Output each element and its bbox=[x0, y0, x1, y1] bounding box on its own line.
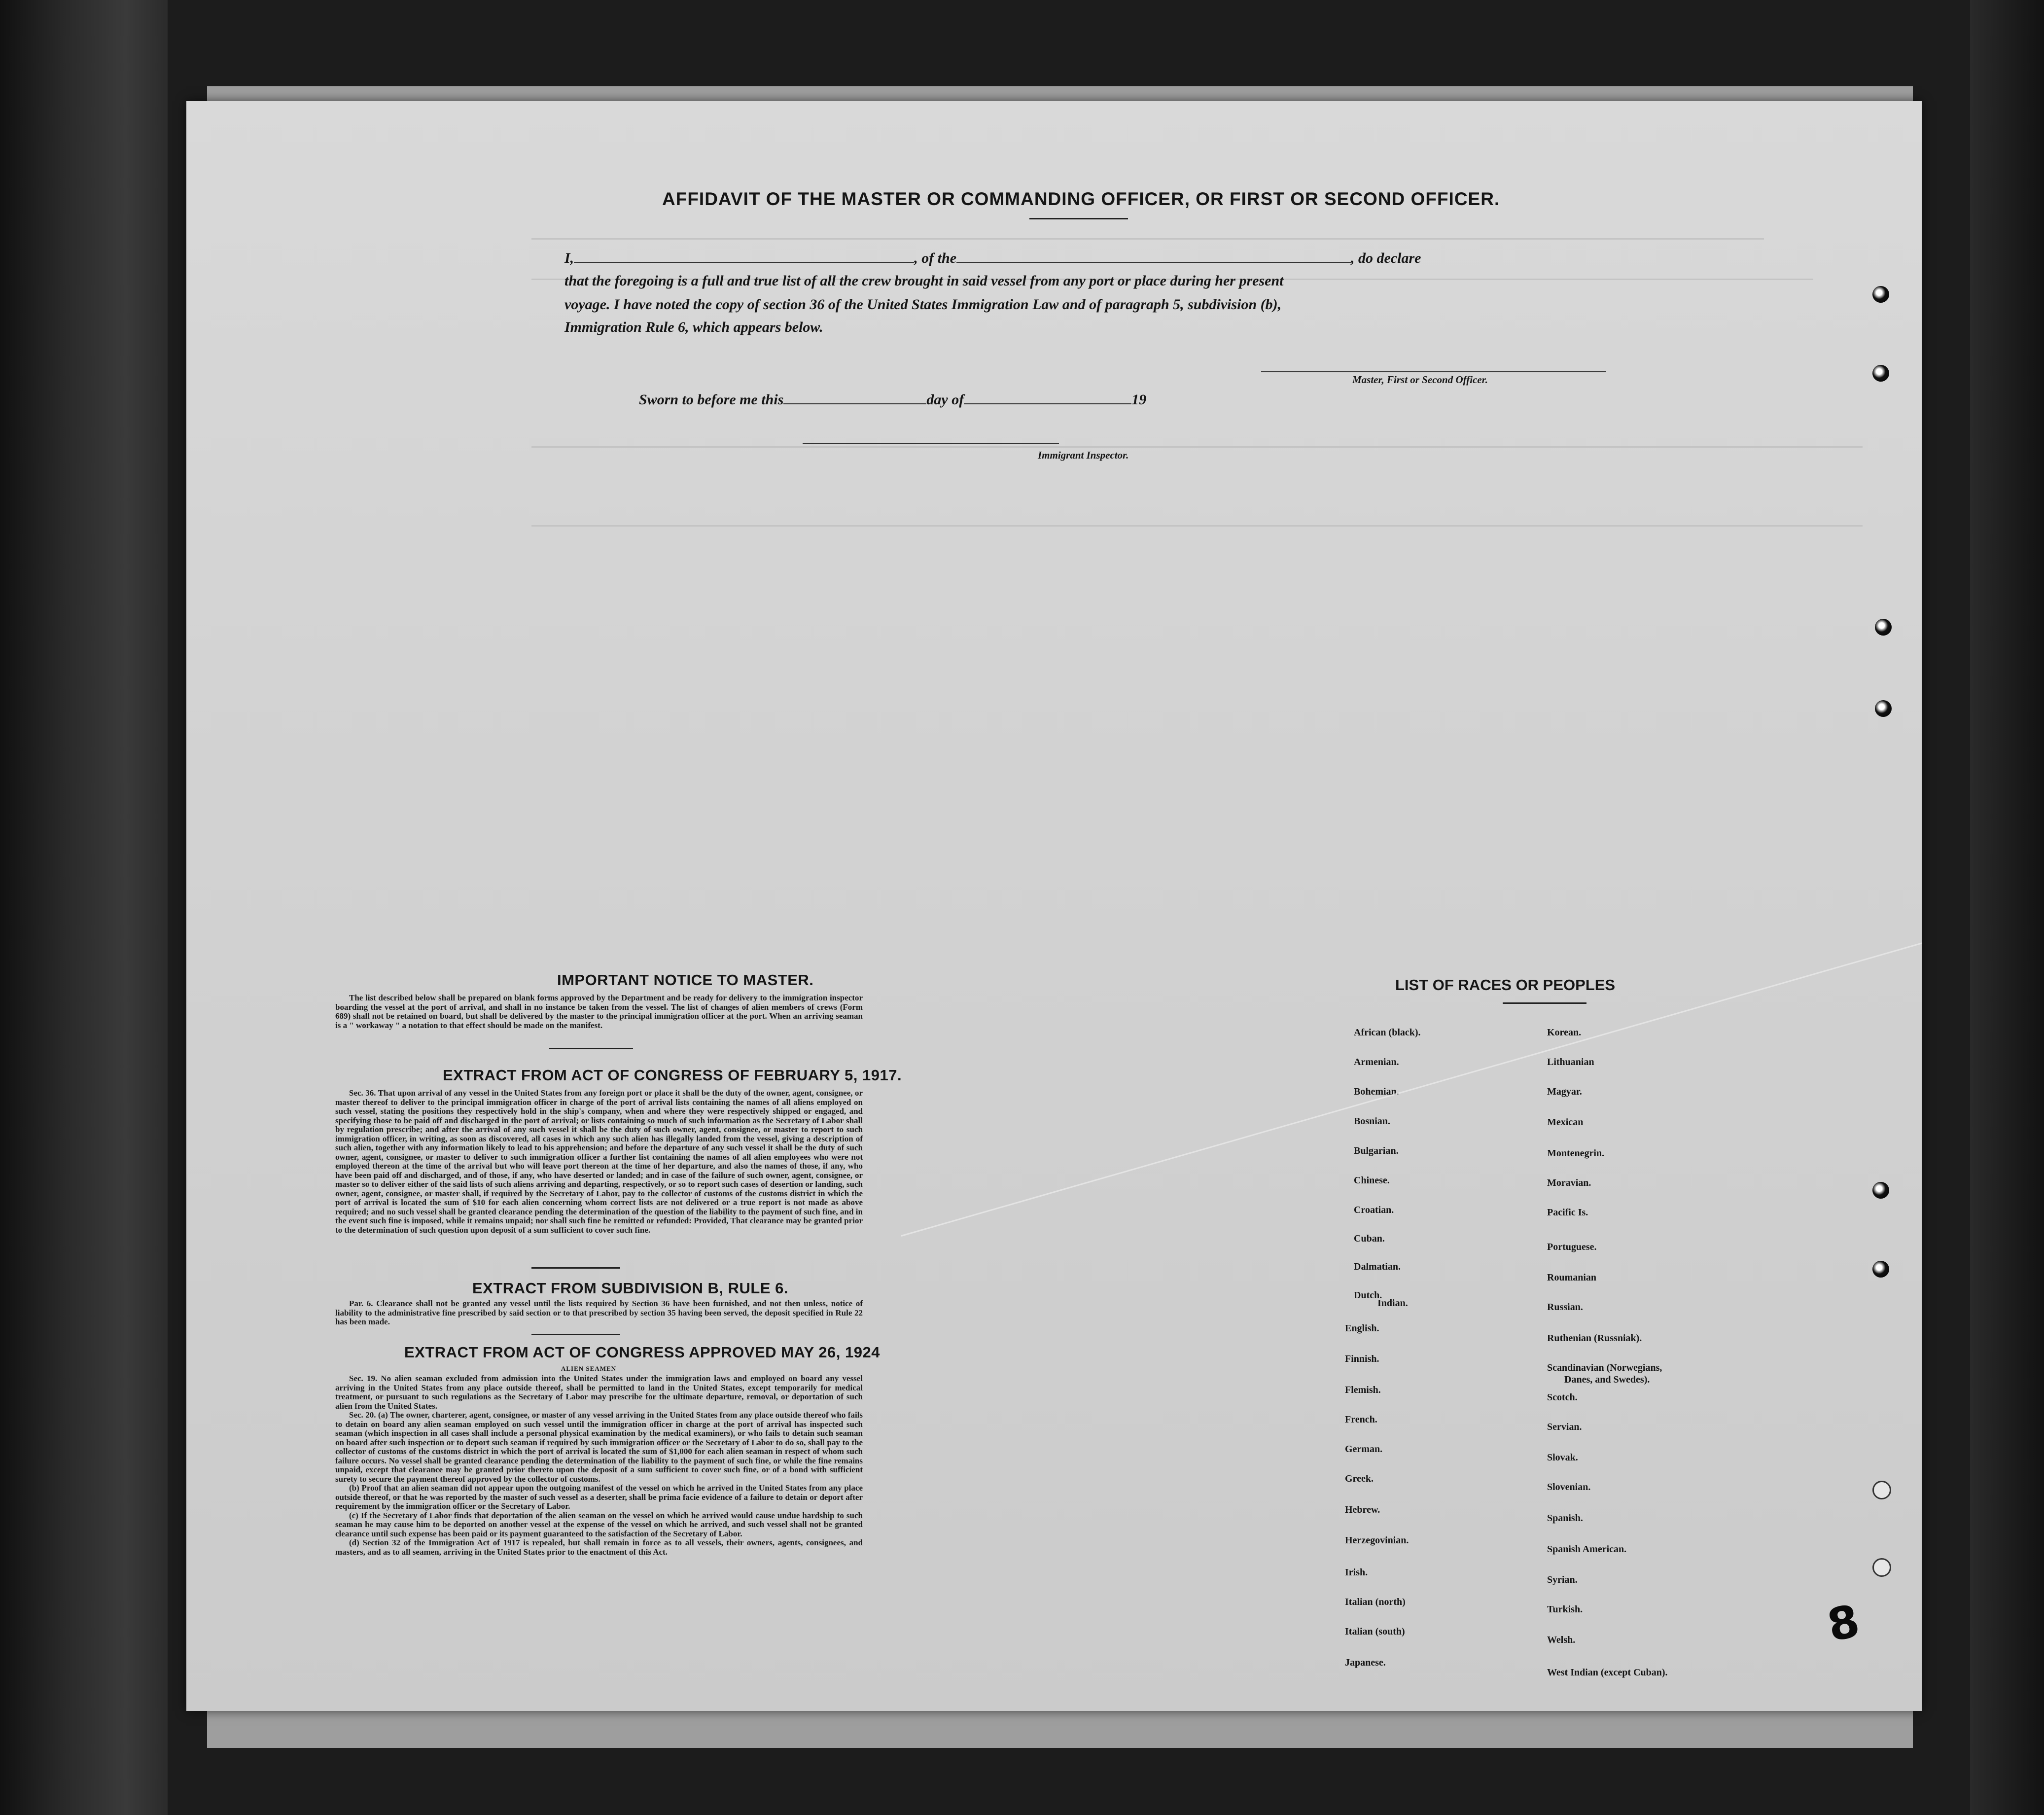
manifest-page bbox=[186, 101, 1922, 1711]
rule6-rule bbox=[531, 1334, 620, 1335]
scan-frame-right bbox=[1970, 0, 2044, 1815]
notice-text: The list described below shall be prepared on blank forms approved by the Department and be ready for delivery to the immigration inspector boarding the vessel at the port of arrival, and shall in no instance be taken from the vessel. The list of changes of alien members of crews (Form 689) shall not be retained on board, but shall be delivered by the master to the principal immigration officer at the port. When an arriving seaman is a " workaway " a notation to that effect should be made on the manifest. bbox=[335, 993, 863, 1030]
extract-1917-rule bbox=[531, 1267, 620, 1269]
race-item: Herzegovinian. bbox=[1345, 1535, 1409, 1546]
race-item: Welsh. bbox=[1547, 1635, 1576, 1645]
handwritten-page-number: 8 bbox=[1823, 1595, 1864, 1652]
extract-1917-title: EXTRACT FROM ACT OF CONGRESS OF FEBRUARY 5, 1917. bbox=[443, 1067, 902, 1084]
race-item: Dutch. bbox=[1354, 1290, 1382, 1301]
race-item: Turkish. bbox=[1547, 1604, 1583, 1615]
section-20a: Sec. 20. (a) The owner, charterer, agent, consignee, or master of any vessel arriving in the United States from any place outside thereof who fails to detain on board any alien seaman employed on such vessel until the immigration officer in charge at the port of arrival has inspected such seaman (which inspection in all cases shall include a personal physical examination by the medical examiners), or who fails to detain such seaman on board after such inspection or to deport such seaman if required by such immigration officer or the Secretary of Labor to do so, shall pay to the collector of customs of the customs district in which the port of arrival is located the sum of $1,000 for each alien seaman in respect of whom such failure occurs. No vessel shall be granted clearance pending the determination of the liability to the payment of such fine, or while the fine remains unpaid, except that clearance may be granted prior thereto upon the deposit of a sum sufficient to cover such fine, or of a bond with sufficient surety to secure the payment thereof approved by the collector of customs. bbox=[335, 1410, 863, 1484]
race-item: West Indian (except Cuban). bbox=[1547, 1667, 1668, 1678]
binder-hole bbox=[1875, 619, 1892, 636]
race-item: Lithuanian bbox=[1547, 1057, 1594, 1068]
race-item: Servian. bbox=[1547, 1422, 1582, 1432]
race-item: Chinese. bbox=[1354, 1175, 1390, 1186]
inspector-signature-line bbox=[803, 443, 1059, 444]
scan-frame-left bbox=[0, 0, 168, 1815]
race-item: Ruthenian (Russniak). bbox=[1547, 1333, 1642, 1344]
binder-hole bbox=[1875, 700, 1892, 717]
race-item: Scotch. bbox=[1547, 1392, 1578, 1403]
declaration-line-3: voyage. I have noted the copy of section 36 of the United States Immigration Law and of paragraph 5, subdivision (b), bbox=[564, 296, 1282, 313]
extract-1924-text bbox=[335, 1374, 863, 1557]
race-item: Bosnian. bbox=[1354, 1116, 1390, 1127]
race-item: Roumanian bbox=[1547, 1272, 1597, 1283]
race-item: Mexican bbox=[1547, 1117, 1584, 1128]
declaration-line-1: I, , of the , do declare bbox=[564, 250, 1421, 266]
race-item: Irish. bbox=[1345, 1567, 1368, 1578]
rule6-text: Par. 6. Clearance shall not be granted any vessel until the lists required by Section 36 have been furnished, and not then unless, notice of liability to the administrative fine prescribed by said section or to that prescribed by section 35 having been served, the deposit specified in Rule 22 has been made. bbox=[335, 1299, 863, 1326]
race-item: Portuguese. bbox=[1547, 1242, 1597, 1252]
affidavit-title: AFFIDAVIT OF THE MASTER OR COMMANDING OFFICER, OR FIRST OR SECOND OFFICER. bbox=[662, 189, 1500, 209]
race-item: Croatian. bbox=[1354, 1205, 1394, 1215]
race-item: English. bbox=[1345, 1323, 1379, 1334]
races-title: LIST OF RACES OR PEOPLES bbox=[1395, 976, 1616, 994]
race-item: Indian. bbox=[1377, 1298, 1408, 1309]
race-item: Spanish. bbox=[1547, 1513, 1583, 1524]
races-rule bbox=[1503, 1002, 1586, 1004]
declaration-line-4: Immigration Rule 6, which appears below. bbox=[564, 319, 823, 335]
race-item: Montenegrin. bbox=[1547, 1148, 1605, 1159]
binder-hole bbox=[1872, 1182, 1889, 1199]
race-item: Armenian. bbox=[1354, 1057, 1399, 1068]
binder-hole bbox=[1872, 1481, 1891, 1499]
notice-rule bbox=[549, 1048, 633, 1049]
binder-hole bbox=[1872, 365, 1889, 382]
extract-1924-title: EXTRACT FROM ACT OF CONGRESS APPROVED MAY 26, 1924 bbox=[404, 1344, 880, 1361]
race-item: French. bbox=[1345, 1414, 1377, 1425]
race-item: Magyar. bbox=[1547, 1086, 1582, 1097]
race-item: Danes, and Swedes). bbox=[1564, 1374, 1650, 1385]
race-item: African (black). bbox=[1354, 1027, 1421, 1038]
race-item: Pacific Is. bbox=[1547, 1207, 1588, 1218]
race-item: Scandinavian (Norwegians, bbox=[1547, 1362, 1662, 1373]
fold-crease-line bbox=[901, 923, 1922, 1237]
race-item: Greek. bbox=[1345, 1473, 1374, 1484]
race-item: Spanish American. bbox=[1547, 1544, 1627, 1555]
binder-hole bbox=[1872, 286, 1889, 303]
race-item: Dalmatian. bbox=[1354, 1261, 1401, 1272]
rule6-title: EXTRACT FROM SUBDIVISION B, RULE 6. bbox=[472, 1280, 788, 1297]
race-item: Korean. bbox=[1547, 1027, 1582, 1038]
inspector-caption: Immigrant Inspector. bbox=[1038, 449, 1129, 461]
section-20c: (c) If the Secretary of Labor finds that deportation of the alien seaman on the vessel on which he arrived would cause undue hardship to such seaman he may cause him to be deported on another vessel at the expense of the vessel on which he arrived, and such vessel shall not be granted clearance until such expense has been paid or its payment guaranteed to the satisfaction of the Secretary of Labor. bbox=[335, 1510, 863, 1538]
race-item: Slovenian. bbox=[1547, 1482, 1591, 1493]
race-item: Syrian. bbox=[1547, 1574, 1578, 1585]
bleed-line bbox=[531, 446, 1863, 448]
master-signature-line bbox=[1261, 371, 1606, 372]
bleed-line bbox=[531, 525, 1863, 527]
race-item: Cuban. bbox=[1354, 1233, 1385, 1244]
race-item: Flemish. bbox=[1345, 1385, 1381, 1395]
race-item: Italian (north) bbox=[1345, 1597, 1406, 1607]
race-item: Italian (south) bbox=[1345, 1626, 1405, 1637]
race-item: Japanese. bbox=[1345, 1657, 1386, 1668]
race-item: Bulgarian. bbox=[1354, 1145, 1399, 1156]
declaration-line-2: that the foregoing is a full and true list of all the crew brought in said vessel from any port or place during her present bbox=[564, 273, 1284, 289]
extract-1917-text: Sec. 36. That upon arrival of any vessel in the United States from any foreign port or place it shall be the duty of the owner, agent, consignee, or master thereof to deliver to the principal immigration officer in charge of the port of arrival lists containing the names of all aliens employed on such vessel, stating the positions they respectively hold in the ship's company, when and where they were respectively shipped or engaged, and specifying those to be paid off and discharged in the port of arrival; or lists containing so much of such information as the Secretary of Labor shall by regulation prescribe; and after the arrival of any such vessel it shall be the duty of such owner, agent, consignee, or master to report to such immigration officer, in writing, as soon as discovered, all cases in which any such alien has illegally landed from the vessel, giving a description of such alien, together with any information likely to lead to his apprehension; and before the departure of any such vessel it shall be the duty of such owner, agent, consignee, or master to deliver to such immigration officer a further list containing the names of all alien employees who were not employed thereon at the time of the arrival but who will leave port thereon at the time of her departure, and also the names of those, if any, who have been paid off and discharged, and of those, if any, who have deserted or landed; and in case of the failure of such owner, agent, consignee, or master so to deliver either of the said lists of such aliens arriving and departing, respectively, or so to report such cases of desertion or landing, such owner, agent, consignee, or master shall, if required by the Secretary of Labor, pay to the collector of customs of the customs district in which the port of arrival is located the sum of $10 for each alien concerning whom correct lists are not delivered or a true report is not made as above required; and no such vessel shall be granted clearance pending the determination of the question of the liability to the payment of such fine, and in the event such fine is imposed, while it remains unpaid; nor shall such fine be remitted or refunded: Provided, That clearance may be granted prior to the determination of such question upon deposit of a sum sufficient to cover such fine. bbox=[335, 1088, 863, 1235]
race-item: Moravian. bbox=[1547, 1177, 1591, 1188]
section-20b: (b) Proof that an alien seaman did not appear upon the outgoing manifest of the vessel on which he arrived in the United States from any place outside thereof, or that he was reported by the master of such vessel as a deserter, shall be prima facie evidence of a failure to detain or deport after requirement by the immigration officer or the Secretary of Labor. bbox=[335, 1483, 863, 1511]
section-20d: (d) Section 32 of the Immigration Act of 1917 is repealed, but shall remain in force as to all vessels, their owners, agents, consignees, and masters, and as to all seamen, arriving in the United States prior to the enactment of this Act. bbox=[335, 1538, 863, 1557]
sworn-line: Sworn to before me this day of 19 bbox=[639, 391, 1147, 408]
alien-seamen-subtitle: ALIEN SEAMEN bbox=[561, 1365, 617, 1372]
race-item: Bohemian. bbox=[1354, 1086, 1399, 1097]
race-item: Slovak. bbox=[1547, 1452, 1578, 1463]
race-item: German. bbox=[1345, 1444, 1383, 1455]
race-item: Finnish. bbox=[1345, 1353, 1379, 1364]
race-item: Hebrew. bbox=[1345, 1504, 1380, 1515]
notice-title: IMPORTANT NOTICE TO MASTER. bbox=[557, 971, 814, 989]
master-signature-caption: Master, First or Second Officer. bbox=[1352, 374, 1488, 386]
binder-hole bbox=[1872, 1261, 1889, 1278]
race-item: Russian. bbox=[1547, 1302, 1583, 1313]
bleed-line bbox=[531, 238, 1764, 240]
binder-hole bbox=[1872, 1558, 1891, 1577]
affidavit-rule bbox=[1029, 218, 1128, 219]
section-19: Sec. 19. No alien seaman excluded from admission into the United States under the immigration laws and employed on board any vessel arriving in the United States from any place outside thereof, shall be permitted to land in the United States, except temporarily for medical treatment, or pursuant to such regulations as the Secretary of Labor may prescribe for the ultimate departure, removal, or deportation of such alien from the United States. bbox=[335, 1374, 863, 1411]
